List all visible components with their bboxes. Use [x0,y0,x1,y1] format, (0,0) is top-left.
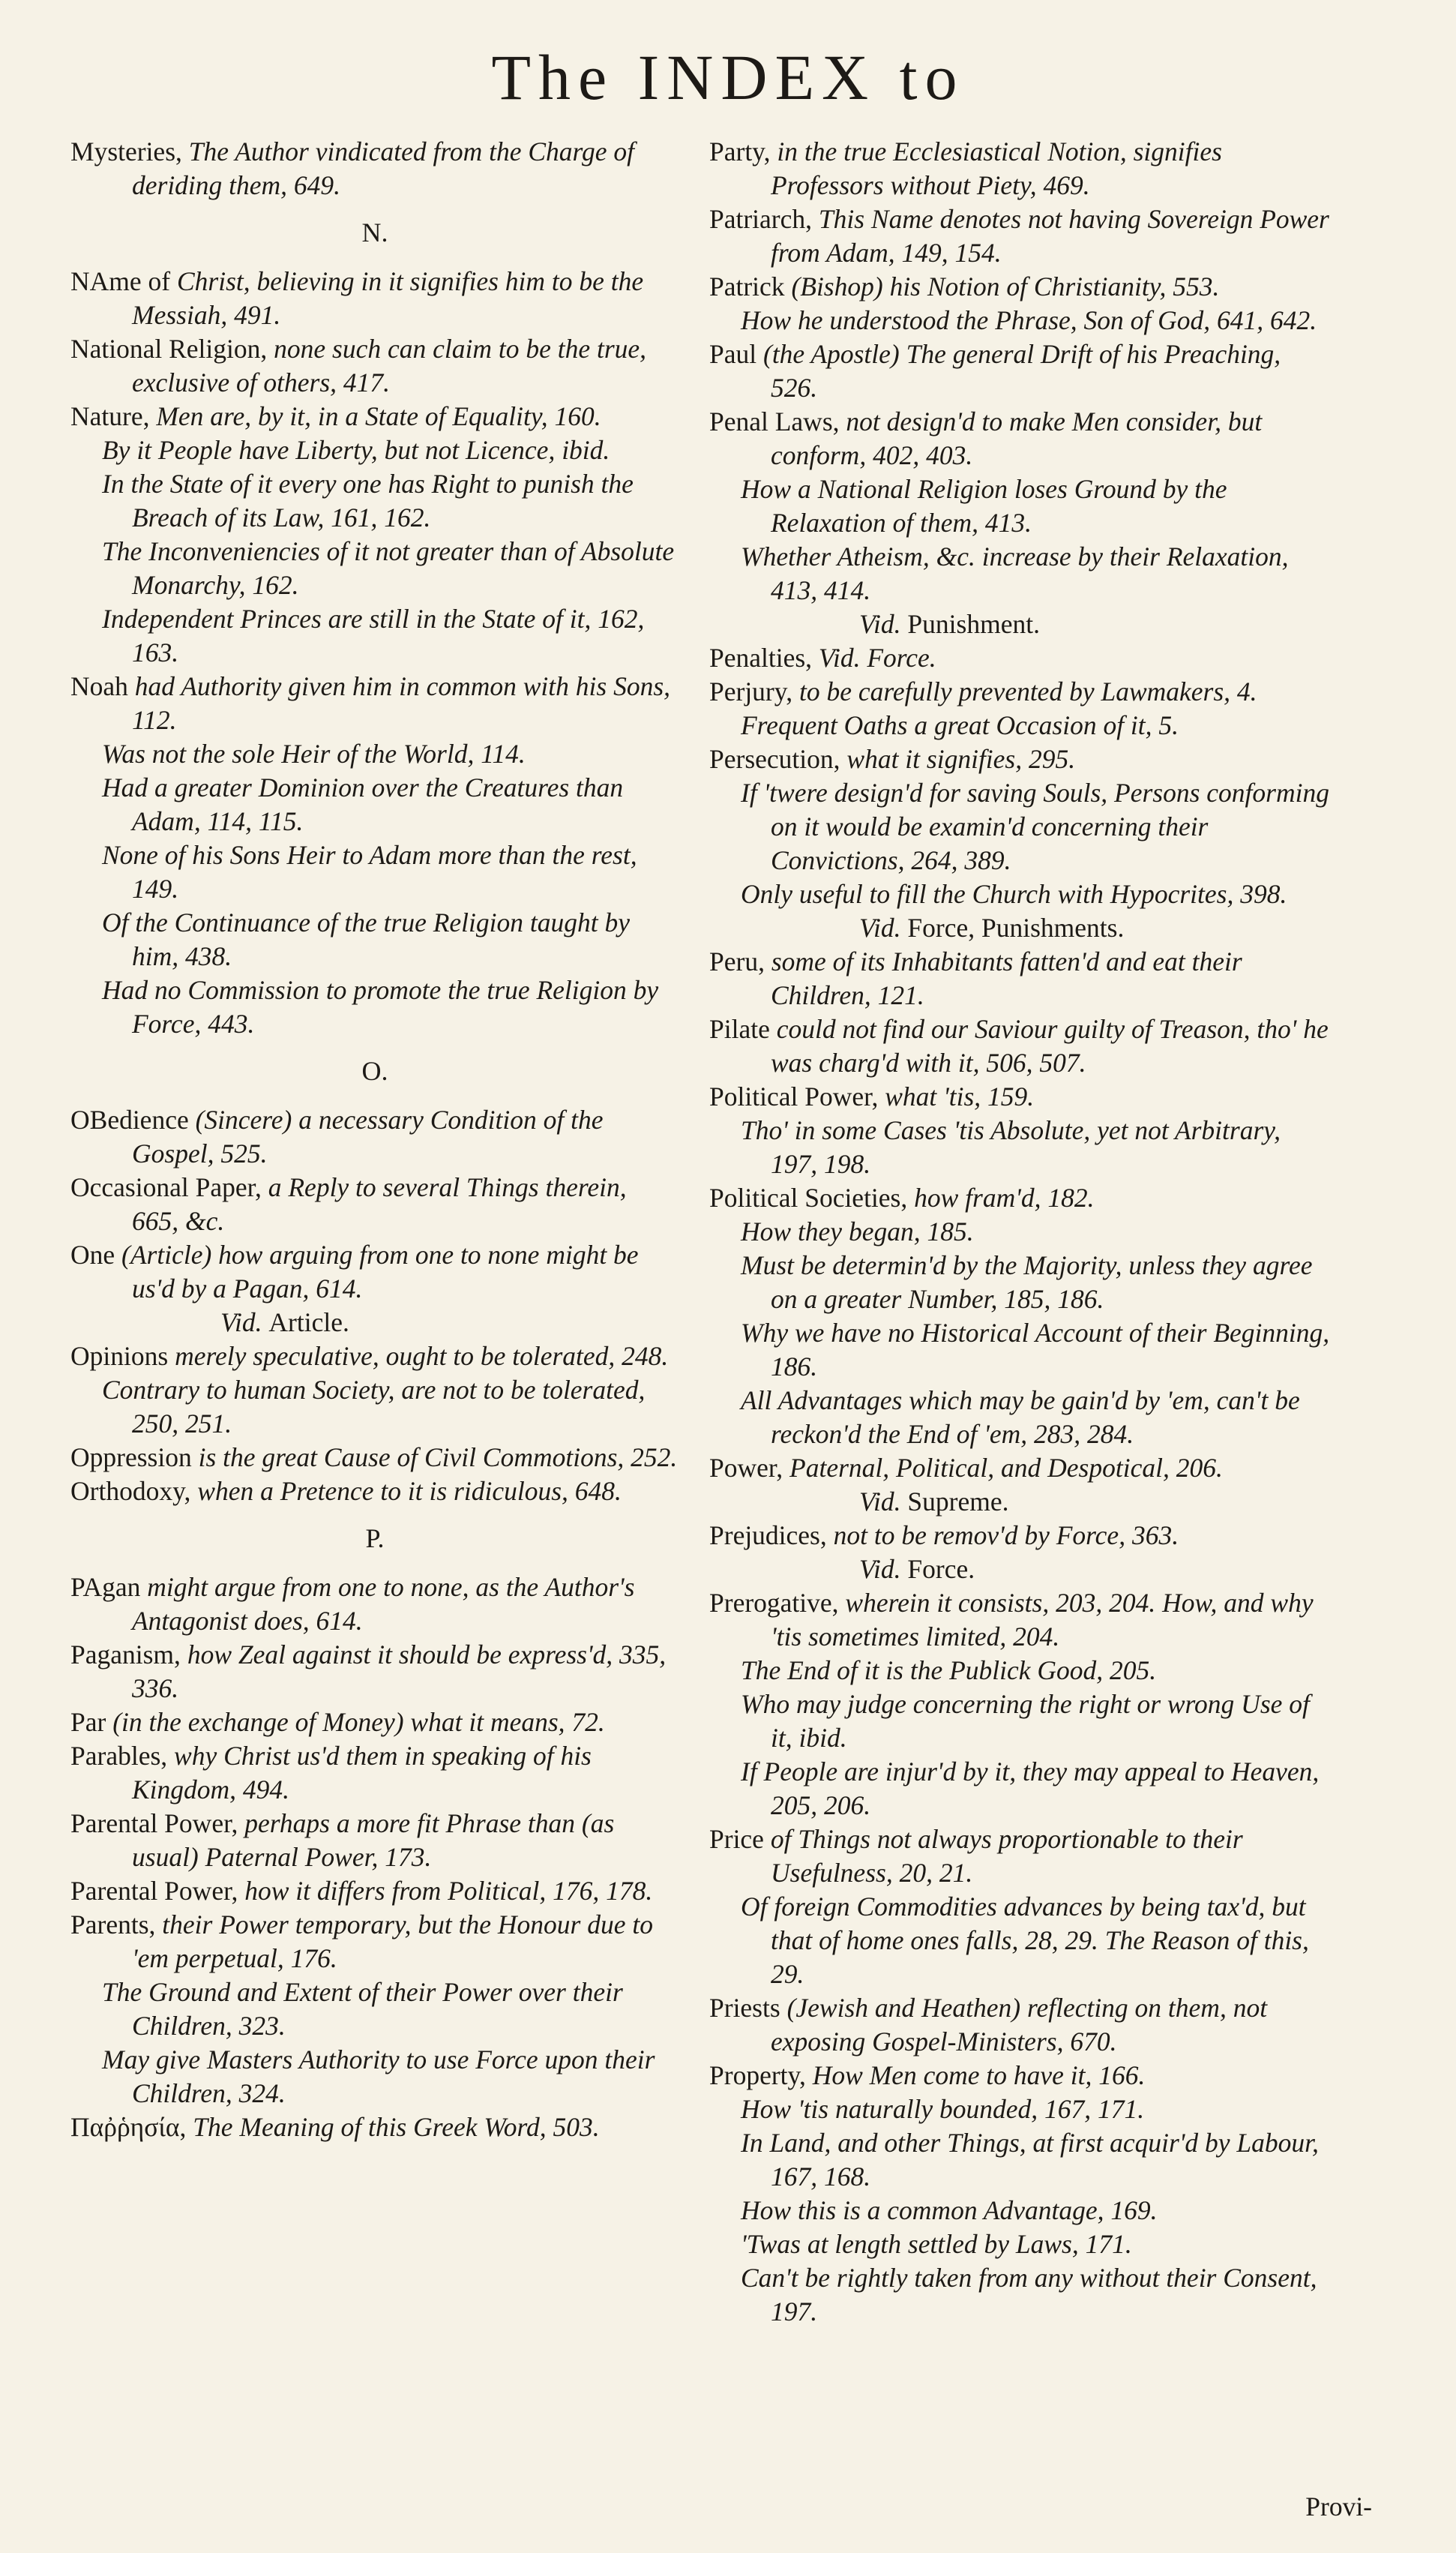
index-entry [70,670,679,737]
section-letter: O. [361,1056,388,1086]
index-subentry: Was not the sole Heir of the World, 114. [102,739,526,769]
index-entry [709,1991,1333,2059]
entry-text: (Jewish and Heathen) reflecting on them, not exposing Gospel-Ministers, 670. [771,1993,1268,2056]
index-entry [709,1181,1333,1215]
entry-heading: Παῤῥησία, [70,2112,193,2142]
entry-text: (Bishop) his Notion of Christianity, 553. [791,272,1220,302]
entry-heading: Perjury, [709,676,799,706]
index-subentry: The End of it is the Publick Good, 205. [741,1655,1157,1685]
entry-text: (in the exchange of Money) what it means, 72. [112,1707,605,1737]
index-subentry: How this is a common Advantage, 169. [741,2195,1158,2225]
index-subentry: None of his Sons Heir to Adam more than the rest, 149. [102,840,637,904]
entry-heading: NAme of [70,266,177,296]
index-entry [70,1739,679,1807]
index-subentry: In the State of it every one has Right to punish the Breach of its Law, 161, 162. [102,469,634,532]
entry-heading: Paganism, [70,1640,187,1670]
index-entry [70,1807,679,1874]
entry-heading: Mysteries, [70,136,189,166]
entry-heading: Prejudices, [709,1520,834,1550]
cross-reference [709,1485,1333,1519]
entry-heading: Prerogative, [709,1588,846,1618]
vid-prefix: Vid. [859,1486,908,1516]
vid-reference: Force, Punishments. [907,913,1125,943]
entry-text: in the true Ecclesiastical Notion, signifies Professors without Piety, 469. [771,136,1222,200]
index-subentry: The Ground and Extent of their Power over their Children, 323. [102,1977,623,2041]
index-subentry: Tho' in some Cases 'tis Absolute, yet not Arbitrary, 197, 198. [741,1115,1281,1179]
index-subentry: May give Masters Authority to use Force upon their Children, 324. [102,2044,655,2108]
index-entry [709,945,1333,1012]
index-column-right [709,135,1333,2329]
index-subentry: Whether Atheism, &c. increase by their Relaxation, 413, 414. [741,542,1289,605]
index-entry [70,1570,679,1638]
entry-text: The Author vindicated from the Charge of deriding them, 649. [132,136,635,200]
cross-reference [709,608,1333,641]
entry-text: to be carefully prevented by Lawmakers, 4. [798,676,1257,706]
vid-reference: Punishment. [907,609,1040,639]
entry-text: wherein it consists, 203, 204. How, and why 'tis sometimes limited, 204. [771,1588,1314,1652]
index-entry [709,1451,1333,1485]
index-subentry: How 'tis naturally bounded, 167, 171. [741,2094,1145,2124]
index-entry [709,675,1333,709]
section-letter: P. [365,1523,385,1553]
index-entry [709,1012,1333,1080]
index-entry [70,1103,679,1171]
entry-heading: Persecution, [709,744,847,774]
entry-text: what 'tis, 159. [885,1082,1035,1112]
index-subentry: All Advantages which may be gain'd by 'em, can't be reckon'd the End of 'em, 283, 284. [741,1385,1300,1449]
index-subentry: 'Twas at length settled by Laws, 171. [741,2229,1132,2259]
index-entry [709,1586,1333,1654]
vid-prefix: Vid. [859,609,908,639]
entry-heading: National Religion, [70,334,274,364]
entry-text: perhaps a more fit Phrase than (as usual) Paternal Power, 173. [132,1808,615,1872]
index-subentry: Of the Continuance of the true Religion taught by him, 438. [102,908,630,971]
vid-prefix: Vid. [859,913,908,943]
entry-text: of Things not always proportionable to their Usefulness, 20, 21. [770,1824,1243,1888]
index-entry [709,1519,1333,1552]
index-subentry: By it People have Liberty, but not Licence, ibid. [102,435,610,465]
entry-text: a Reply to several Things therein, 665, &c. [132,1172,627,1236]
index-entry [709,270,1333,304]
index-subentry: Independent Princes are still in the State of it, 162, 163. [102,604,645,668]
index-entry [70,400,679,434]
index-entry [70,1171,679,1238]
index-subentry: How they began, 185. [741,1216,974,1246]
index-subentry: If People are injur'd by it, they may appeal to Heaven, 205, 206. [741,1756,1320,1820]
entry-heading: Price [709,1824,771,1854]
cross-reference [709,1552,1333,1586]
section-letter: N. [361,218,388,248]
entry-heading: Parents, [70,1910,163,1940]
index-column-left [70,135,679,2144]
entry-text: Men are, by it, in a State of Equality, 160. [156,401,601,431]
entry-text: might argue from one to none, as the Author's Antagonist does, 614. [132,1572,635,1636]
entry-text: how fram'd, 182. [914,1183,1095,1213]
index-entry [709,405,1333,472]
entry-heading: Orthodoxy, [70,1476,198,1506]
entry-heading: Party, [709,136,777,166]
entry-text: how Zeal against it should be express'd, 335, 336. [132,1640,667,1703]
index-subentry: The Inconveniencies of it not greater than of Absolute Monarchy, 162. [102,536,675,600]
entry-heading: Peru, [709,946,771,976]
index-subentry: If 'twere design'd for saving Souls, Persons conforming on it would be examin'd concerning their Convictions, 264, 389. [741,778,1329,875]
index-entry [70,265,679,332]
entry-text: none such can claim to be the true, exclusive of others, 417. [132,334,647,398]
entry-text: (Sincere) a necessary Condition of the Gospel, 525. [132,1105,604,1168]
entry-heading: Opinions [70,1341,175,1371]
entry-text: some of its Inhabitants fatten'd and eat their Children, 121. [771,946,1242,1010]
index-entry [709,135,1333,202]
entry-heading: OBedience [70,1105,196,1135]
index-subentry: Had no Commission to promote the true Religion by Force, 443. [102,975,659,1039]
index-entry [70,1638,679,1706]
entry-heading: Property, [709,2060,813,2090]
index-entry [709,742,1333,776]
vid-prefix: Vid. [220,1307,269,1337]
entry-text: This Name denotes not having Sovereign Power from Adam, 149, 154. [771,204,1329,268]
index-entry [70,1874,679,1908]
entry-text: what it signifies, 295. [846,744,1076,774]
index-entry [709,2059,1333,2092]
entry-heading: Occasional Paper, [70,1172,268,1202]
entry-heading: Patriarch, [709,204,819,234]
entry-heading: Pilate [709,1014,777,1044]
entry-text: their Power temporary, but the Honour due to 'em perpetual, 176. [132,1910,653,1973]
entry-heading: Penal Laws, [709,406,846,436]
entry-heading: Political Societies, [709,1183,915,1213]
entry-heading: PAgan [70,1572,148,1602]
index-entry [70,2110,679,2144]
index-entry [70,1441,679,1474]
entry-heading: Paul [709,339,763,369]
entry-text: merely speculative, ought to be tolerated, 248. [175,1341,669,1371]
index-subentry: How he understood the Phrase, Son of God, 641, 642. [741,305,1317,335]
index-entry [70,1238,679,1306]
vid-prefix: Vid. [859,1554,908,1584]
index-entry [70,1706,679,1739]
entry-heading: Nature, [70,401,157,431]
entry-heading: Parables, [70,1741,175,1771]
entry-heading: Power, [709,1453,790,1483]
index-subentry: Must be determin'd by the Majority, unless they agree on a greater Number, 185, 186. [741,1250,1313,1314]
cross-reference [70,1306,679,1340]
catchword: Provi- [1305,2492,1372,2522]
entry-text: could not find our Saviour guilty of Treason, tho' he was charg'd with it, 506, 507. [771,1014,1329,1078]
index-entry [709,641,1333,675]
index-subentry: Contrary to human Society, are not to be tolerated, 250, 251. [102,1375,646,1438]
entry-heading: Patrick [709,272,792,302]
entry-text: (Article) how arguing from one to none might be us'd by a Pagan, 614. [121,1240,639,1304]
index-entry [70,332,679,400]
vid-reference: Supreme. [907,1486,1009,1516]
index-entry [70,1474,679,1508]
index-entry [70,1908,679,1976]
index-subentry: Who may judge concerning the right or wrong Use of it, ibid. [741,1689,1310,1753]
entry-text: Vid. Force. [818,643,936,673]
entry-heading: Penalties, [709,643,819,673]
entry-heading: Parental Power, [70,1876,245,1906]
entry-text: why Christ us'd them in speaking of his Kingdom, 494. [132,1741,592,1804]
entry-text: Paternal, Political, and Despotical, 206. [789,1453,1223,1483]
entry-heading: Par [70,1707,113,1737]
index-subentry: In Land, and other Things, at first acquir'd by Labour, 167, 168. [741,2128,1319,2192]
entry-heading: Political Power, [709,1082,885,1112]
entry-text: had Authority given him in common with his Sons, 112. [132,671,671,735]
index-subentry: Why we have no Historical Account of their Beginning, 186. [741,1318,1330,1382]
entry-heading: One [70,1240,122,1270]
index-entry [709,202,1333,270]
index-subentry: How a National Religion loses Ground by the Relaxation of them, 413. [741,474,1227,538]
entry-heading: Priests [709,1993,787,2023]
entry-text: how it differs from Political, 176, 178. [244,1876,653,1906]
index-subentry: Had a greater Dominion over the Creatures than Adam, 114, 115. [102,772,624,836]
index-entry [70,135,679,202]
entry-text: when a Pretence to it is ridiculous, 648. [197,1476,622,1506]
index-entry [70,1340,679,1373]
entry-text: is the great Cause of Civil Commotions, 252. [198,1442,678,1472]
entry-text: The Meaning of this Greek Word, 503. [193,2112,600,2142]
index-subentry: Frequent Oaths a great Occasion of it, 5. [741,710,1179,740]
entry-heading: Oppression [70,1442,199,1472]
index-subentry: Of foreign Commodities advances by being tax'd, but that of home ones falls, 28, 29. The Reason of this, 29. [741,1892,1309,1989]
cross-reference [709,911,1333,945]
entry-text: (the Apostle) The general Drift of his Preaching, 526. [763,339,1281,403]
entry-heading: Noah [70,671,135,701]
index-entry [709,1822,1333,1890]
entry-heading: Parental Power, [70,1808,245,1838]
index-entry [709,338,1333,405]
page-title: The INDEX to [491,41,965,113]
vid-reference: Force. [907,1554,975,1584]
vid-reference: Article. [268,1307,349,1337]
index-subentry: Only useful to fill the Church with Hypocrites, 398. [741,879,1287,909]
index-subentry: Can't be rightly taken from any without their Consent, 197. [741,2263,1317,2326]
entry-text: not design'd to make Men consider, but conform, 402, 403. [771,406,1263,470]
index-entry [709,1080,1333,1114]
entry-text: not to be remov'd by Force, 363. [833,1520,1179,1550]
entry-text: Christ, believing in it signifies him to be the Messiah, 491. [132,266,644,330]
entry-text: How Men come to have it, 166. [812,2060,1146,2090]
